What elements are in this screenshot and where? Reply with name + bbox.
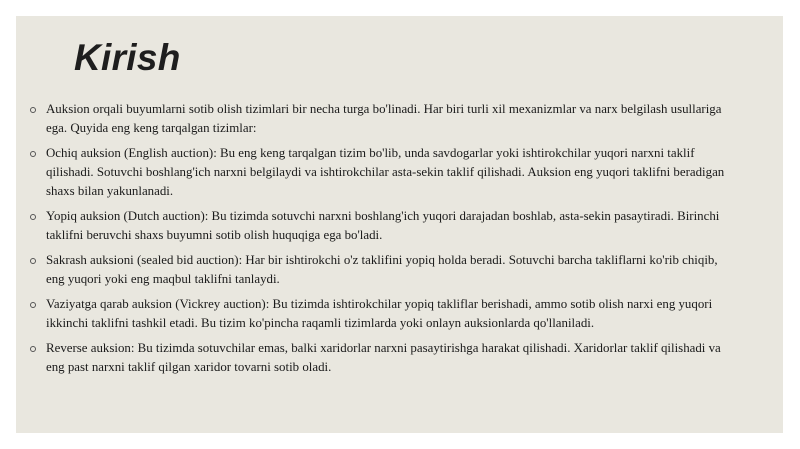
bullet-text: Sakrash auksioni (sealed bid auction): Har bir ishtirokchi o'z taklifini yopiq holda beradi. Sotuvchi barcha takliflarni ko'rib chiqib, eng yuqori yoki eng maqbul taklifni tanlaydi.: [46, 253, 718, 286]
bullet-text: Vaziyatga qarab auksion (Vickrey auction): Bu tizimda ishtirokchilar yopiq takliflar berishadi, ammo sotib olish narxi eng yuqori ikkinchi taklifni tashkil etadi. Bu tizim ko'pincha raqamli tizimlarda yoki onlayn auksionlarda qo'llaniladi.: [46, 297, 713, 330]
bullet-text: Ochiq auksion (English auction): Bu eng keng tarqalgan tizim bo'lib, unda savdogarlar yoki ishtirokchilar yuqori narxni taklif qilishadi. Sotuvchi boshlang'ich narxni belgilaydi va ishtirokchilar asta-sekin taklif qilishadi. Auksion eng yuqori taklifni beradigan shaxs bilan yakunlanadi.: [46, 146, 725, 198]
bullet-circle-icon: [30, 302, 36, 308]
bullet-list: [30, 100, 735, 383]
bullet-item: [30, 207, 735, 245]
bullet-item: [30, 295, 735, 333]
bullet-text: Yopiq auksion (Dutch auction): Bu tizimda sotuvchi narxni boshlang'ich yuqori darajadan boshlab, asta-sekin pasaytiradi. Birinchi taklifni beruvchi shaxs buyumni sotib olish huquqiga ega bo'ladi.: [46, 209, 720, 242]
bullet-circle-icon: [30, 151, 36, 157]
bullet-circle-icon: [30, 258, 36, 264]
bullet-item: [30, 100, 735, 138]
bullet-item: [30, 144, 735, 201]
bullet-text: Reverse auksion: Bu tizimda sotuvchilar emas, balki xaridorlar narxni pasaytirishga harakat qilishadi. Xaridorlar taklif qilishadi va eng past narxni taklif qilgan xaridor tovarni sotib oladi.: [46, 341, 721, 374]
slide: [16, 16, 783, 433]
bullet-circle-icon: [30, 214, 36, 220]
slide-title: Kirish: [74, 37, 181, 78]
bullet-item: [30, 339, 735, 377]
bullet-circle-icon: [30, 107, 36, 113]
bullet-item: [30, 251, 735, 289]
bullet-circle-icon: [30, 346, 36, 352]
bullet-text: Auksion orqali buyumlarni sotib olish tizimlari bir necha turga bo'linadi. Har biri turli xil mexanizmlar va narx belgilash usullariga ega. Quyida eng keng tarqalgan tizimlar:: [46, 102, 722, 135]
